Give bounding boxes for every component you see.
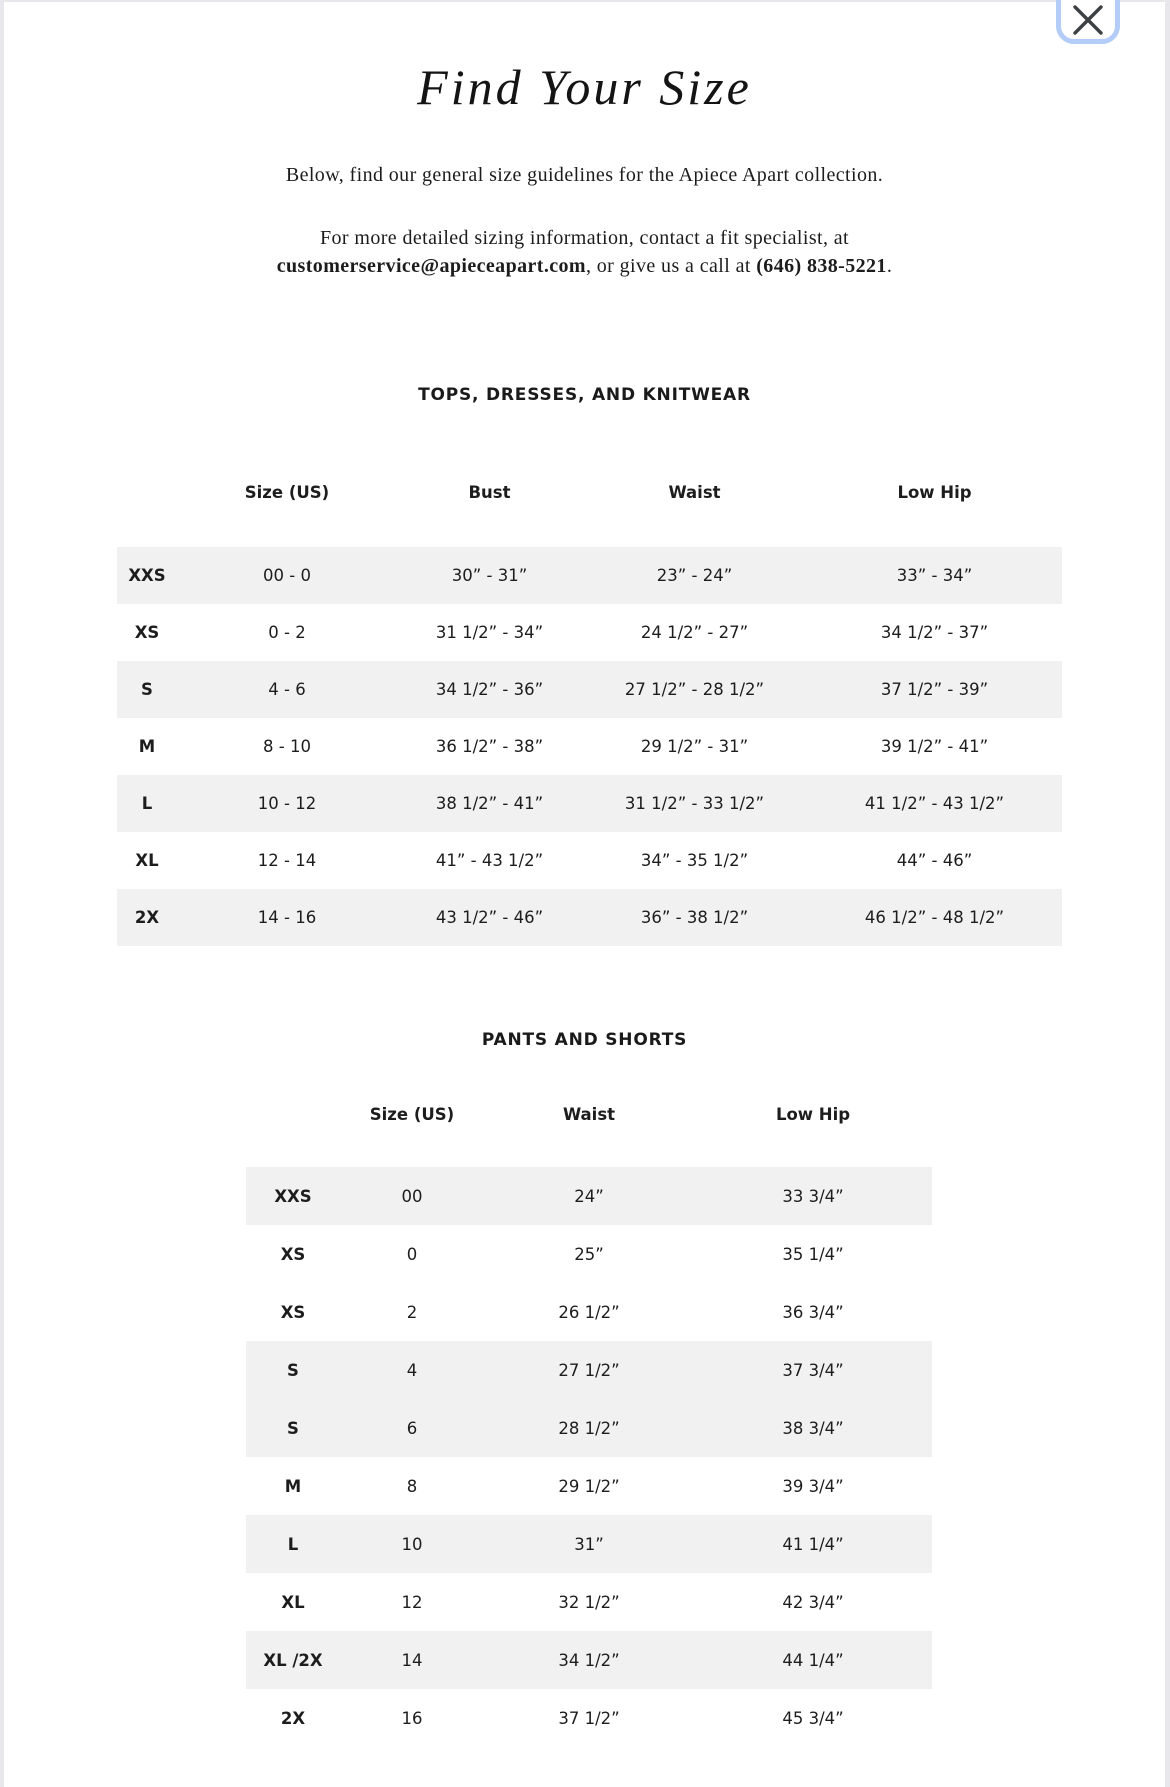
measurement-cell: 25” <box>574 1244 604 1264</box>
measurement-cell: 43 1/2” - 46” <box>435 908 544 927</box>
intro-text: Below, find our general size guidelines for the Apiece Apart collection. <box>285 164 884 186</box>
table-row <box>117 775 1062 832</box>
measurement-cell: 41 1/4” <box>782 1534 844 1554</box>
measurement-cell: 4 - 6 <box>268 680 306 699</box>
measurement-cell: 44 1/4” <box>782 1650 844 1670</box>
table-row <box>246 1341 932 1399</box>
measurement-cell: 45 3/4” <box>782 1708 844 1728</box>
table-row <box>117 889 1062 946</box>
close-icon <box>1071 3 1105 37</box>
table-row <box>246 1515 932 1573</box>
measurement-cell: 38 1/2” - 41” <box>435 794 544 813</box>
size-label: 2X <box>134 908 160 927</box>
measurement-cell: 36 3/4” <box>782 1302 844 1322</box>
measurement-cell: 34 1/2” <box>558 1650 620 1670</box>
measurement-cell: 33” - 34” <box>896 566 973 585</box>
measurement-cell: 37 1/2” - 39” <box>880 680 989 699</box>
measurement-cell: 31” <box>574 1534 604 1554</box>
measurement-cell: 39 1/2” - 41” <box>880 737 989 756</box>
table-row <box>117 832 1062 889</box>
measurement-cell: 10 - 12 <box>257 794 317 813</box>
measurement-cell: 26 1/2” <box>558 1302 620 1322</box>
measurement-cell: 30” - 31” <box>451 566 528 585</box>
measurement-cell: 42 3/4” <box>782 1592 844 1612</box>
table-row <box>117 604 1062 661</box>
size-label: 2X <box>280 1708 306 1728</box>
measurement-cell: 12 <box>401 1592 423 1612</box>
table-row <box>246 1457 932 1515</box>
size-label: L <box>287 1534 299 1554</box>
size-label: S <box>287 1418 299 1438</box>
column-header-bust: Bust <box>468 482 511 502</box>
measurement-cell: 2 <box>406 1302 418 1322</box>
measurement-cell: 24” <box>574 1186 604 1206</box>
pants-table-header <box>246 1086 932 1142</box>
table-row <box>246 1689 932 1747</box>
column-header-size-us: Size (US) <box>369 1104 455 1124</box>
contact-text <box>265 224 905 280</box>
contact-phone: (646) 838-5221 <box>756 255 887 277</box>
size-label: XXS <box>274 1186 312 1206</box>
table-row <box>246 1225 932 1283</box>
measurement-cell: 0 <box>406 1244 418 1264</box>
measurement-cell: 8 - 10 <box>263 737 311 756</box>
measurement-cell: 27 1/2” <box>558 1360 620 1380</box>
measurement-cell: 14 - 16 <box>257 908 317 927</box>
measurement-cell: 36” - 38 1/2” <box>640 908 749 927</box>
table-row <box>117 547 1062 604</box>
size-label: M <box>284 1476 302 1496</box>
table-row <box>246 1283 932 1341</box>
measurement-cell: 41 1/2” - 43 1/2” <box>864 794 1005 813</box>
measurement-cell: 41” - 43 1/2” <box>435 851 544 870</box>
size-label: M <box>138 737 156 756</box>
size-guide-modal <box>4 2 1165 1787</box>
size-label: XL <box>135 851 159 870</box>
contact-email: customerservice@apieceapart.com <box>276 255 586 277</box>
table-row <box>246 1167 932 1225</box>
measurement-cell: 36 1/2” - 38” <box>435 737 544 756</box>
measurement-cell: 46 1/2” - 48 1/2” <box>864 908 1005 927</box>
measurement-cell: 34” - 35 1/2” <box>640 851 749 870</box>
pants-table <box>246 1086 932 1747</box>
page-title: Find Your Size <box>417 59 752 115</box>
section-title-pants: PANTS AND SHORTS <box>481 1030 688 1050</box>
column-header-size-us: Size (US) <box>244 482 330 502</box>
measurement-cell: 35 1/4” <box>782 1244 844 1264</box>
column-header-low-hip: Low Hip <box>775 1104 851 1124</box>
size-label: XXS <box>128 566 166 585</box>
column-header-low-hip: Low Hip <box>897 482 972 502</box>
size-label: S <box>141 680 153 699</box>
size-label: XL <box>281 1592 305 1612</box>
table-row <box>246 1399 932 1457</box>
tops-table <box>117 464 1062 946</box>
size-label: XS <box>134 623 160 642</box>
section-title-tops: TOPS, DRESSES, AND KNITWEAR <box>418 385 751 405</box>
size-label: XS <box>280 1244 306 1264</box>
measurement-cell: 23” - 24” <box>656 566 733 585</box>
measurement-cell: 37 3/4” <box>782 1360 844 1380</box>
measurement-cell: 16 <box>401 1708 423 1728</box>
measurement-cell: 0 - 2 <box>268 623 306 642</box>
measurement-cell: 00 <box>401 1186 423 1206</box>
measurement-cell: 39 3/4” <box>782 1476 844 1496</box>
measurement-cell: 4 <box>406 1360 418 1380</box>
table-row <box>246 1573 932 1631</box>
tops-table-rows <box>117 547 1062 946</box>
contact-text-middle: , or give us a call at <box>585 255 757 277</box>
size-label: L <box>141 794 153 813</box>
size-label: S <box>287 1360 299 1380</box>
size-label: XL /2X <box>263 1650 323 1670</box>
tops-table-header <box>117 464 1062 520</box>
measurement-cell: 12 - 14 <box>257 851 317 870</box>
measurement-cell: 28 1/2” <box>558 1418 620 1438</box>
measurement-cell: 38 3/4” <box>782 1418 844 1438</box>
measurement-cell: 29 1/2” <box>558 1476 620 1496</box>
measurement-cell: 32 1/2” <box>558 1592 620 1612</box>
column-header-waist: Waist <box>562 1104 616 1124</box>
close-button[interactable] <box>1056 0 1120 44</box>
column-header-waist: Waist <box>668 482 721 502</box>
measurement-cell: 44” - 46” <box>896 851 973 870</box>
measurement-cell: 14 <box>401 1650 423 1670</box>
table-row <box>117 661 1062 718</box>
contact-text-before: For more detailed sizing information, contact a fit specialist, at <box>319 227 850 249</box>
table-row <box>117 718 1062 775</box>
measurement-cell: 31 1/2” - 34” <box>435 623 544 642</box>
measurement-cell: 31 1/2” - 33 1/2” <box>624 794 765 813</box>
measurement-cell: 8 <box>406 1476 418 1496</box>
measurement-cell: 00 - 0 <box>263 566 311 585</box>
measurement-cell: 34 1/2” - 36” <box>435 680 544 699</box>
measurement-cell: 27 1/2” - 28 1/2” <box>624 680 765 699</box>
measurement-cell: 33 3/4” <box>782 1186 844 1206</box>
measurement-cell: 37 1/2” <box>558 1708 620 1728</box>
contact-text-after: . <box>886 255 893 277</box>
size-label: XS <box>280 1302 306 1322</box>
pants-table-rows <box>246 1167 932 1747</box>
measurement-cell: 34 1/2” - 37” <box>880 623 989 642</box>
table-row <box>246 1631 932 1689</box>
measurement-cell: 10 <box>401 1534 423 1554</box>
measurement-cell: 29 1/2” - 31” <box>640 737 749 756</box>
measurement-cell: 6 <box>406 1418 418 1438</box>
measurement-cell: 24 1/2” - 27” <box>640 623 749 642</box>
